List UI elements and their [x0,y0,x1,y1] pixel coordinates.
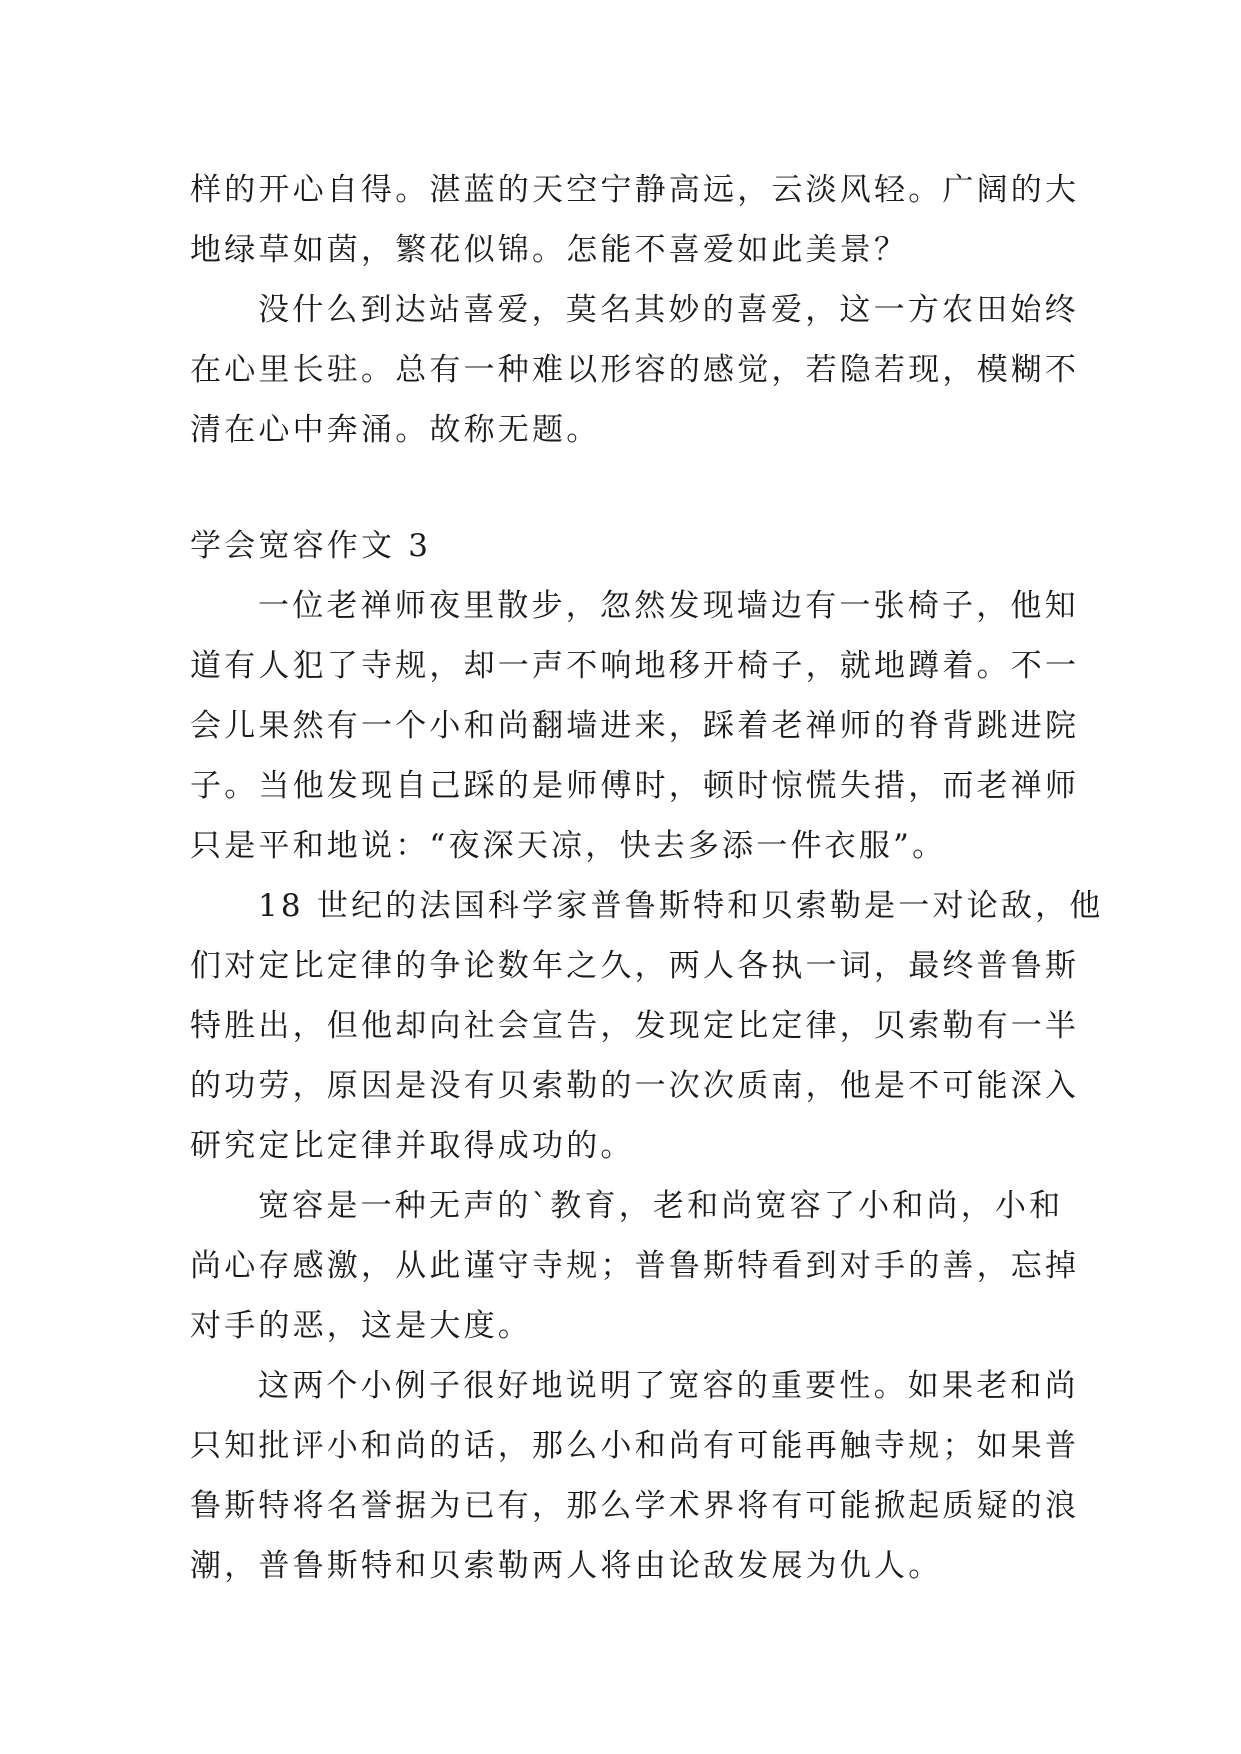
text-line: 18 世纪的法国科学家普鲁斯特和贝索勒是一对论敌，他 [258,888,1104,924]
text-line: 道有人犯了寺规，却一声不响地移开椅子，就地蹲着。不一 [190,648,1080,684]
text-line: 清在心中奔涌。故称无题。 [190,412,601,448]
section-gap [190,460,1050,516]
text-line: 只知批评小和尚的话，那么小和尚有可能再触寺规；如果普 [190,1428,1080,1464]
text-line: 一位老禅师夜里散步，忽然发现墙边有一张椅子，他知 [258,588,1079,624]
text-line: 尚心存感激，从此谨守寺规；普鲁斯特看到对手的善，忘掉 [190,1248,1080,1284]
text-line: 研究定比定律并取得成功的。 [190,1128,635,1164]
text-line: 在心里长驻。总有一种难以形容的感觉，若隐若现，模糊不 [190,352,1080,388]
section-title: 学会宽容作文 3 [190,528,432,564]
text-line: 对手的恶，这是大度。 [190,1308,532,1344]
text-line: 们对定比定律的争论数年之久，两人各执一词，最终普鲁斯 [190,948,1080,984]
text-line: 地绿草如茵，繁花似锦。怎能不喜爱如此美景？ [190,232,909,268]
text-line: 样的开心自得。湛蓝的天空宁静高远，云淡风轻。广阔的大 [190,172,1080,208]
text-line: 只是平和地说：“夜深天凉，快去多添一件衣服”。 [190,828,947,864]
text-line: 子。当他发现自己踩的是师傅时，顿时惊慌失措，而老禅师 [190,768,1080,804]
text-line: 没什么到达站喜爱，莫名其妙的喜爱，这一方农田始终 [258,292,1079,328]
text-line: 潮，普鲁斯特和贝索勒两人将由论敌发展为仇人。 [190,1548,943,1584]
text-line: 特胜出，但他却向社会宣告，发现定比定律，贝索勒有一半 [190,1008,1080,1044]
text-line: 鲁斯特将名誉据为已有，那么学术界将有可能掀起质疑的浪 [190,1488,1080,1524]
text-line: 这两个小例子很好地说明了宽容的重要性。如果老和尚 [258,1368,1079,1404]
text-line: 宽容是一种无声的`教育，老和尚宽容了小和尚，小和 [258,1188,1064,1224]
text-line: 会儿果然有一个小和尚翻墙进来，踩着老禅师的脊背跳进院 [190,708,1080,744]
document-page [190,160,1104,1596]
text-line: 的功劳，原因是没有贝索勒的一次次质南，他是不可能深入 [190,1068,1080,1104]
